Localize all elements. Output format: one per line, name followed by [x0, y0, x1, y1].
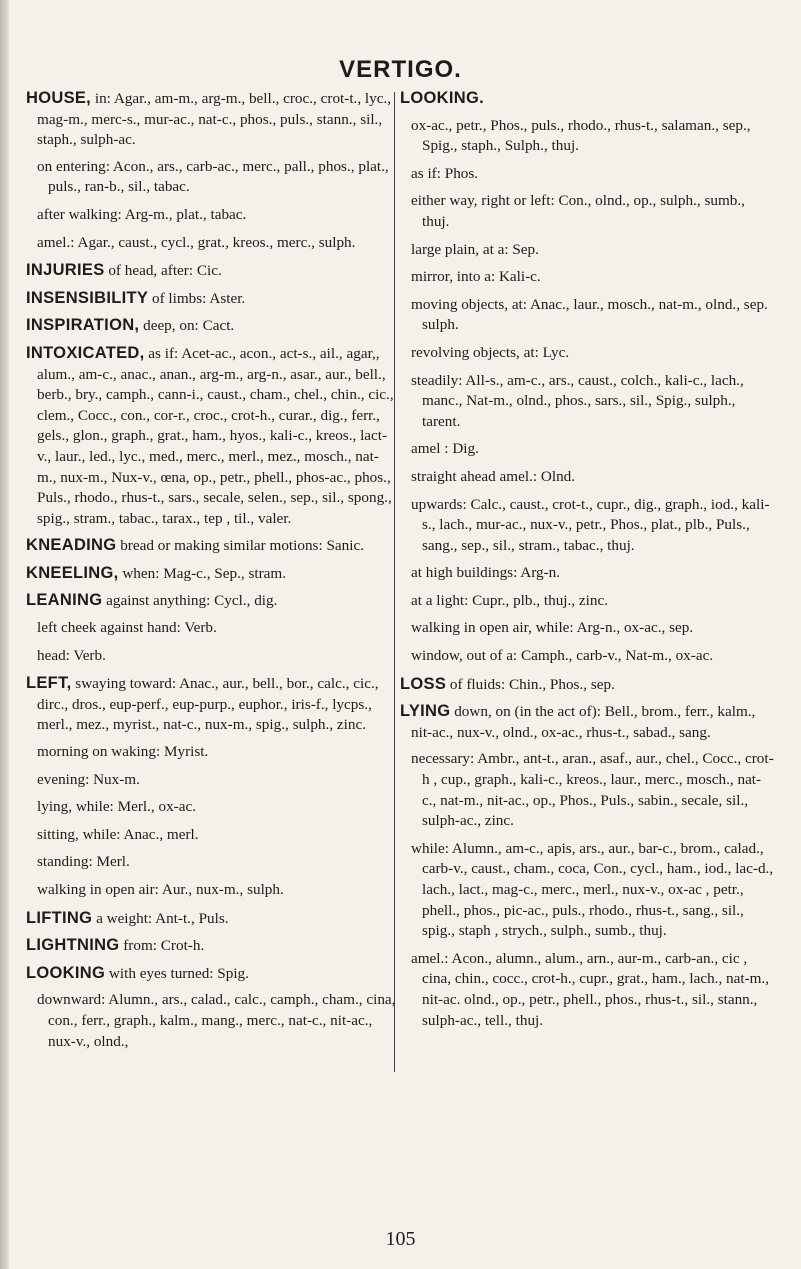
- rubric-entry: [400, 674, 775, 696]
- sub-rubric: large plain, at a: Sep.: [411, 240, 539, 258]
- sub-rubric: while: Alumn., am-c., apis, ars., aur., bar-c., brom., calad., carb-v., caust., cham., coca, Con., cycl., ham., iod., lac-d., lach., lact., mag-c., merc., merl., nux-v., ox-ac , petr., phell., phos., pic-ac., puls., rhodo., rhus-t., sang., sil., spig., staph , strych., sulph., sumb., thuj.: [411, 839, 774, 940]
- sub-rubric: window, out of a: Camph., carb-v., Nat-m., ox-ac.: [411, 647, 714, 665]
- right-column: [400, 88, 775, 1038]
- rubric-remedies: of head, after: Cic.: [104, 262, 222, 280]
- sub-rubric: either way, right or left: Con., olnd., op., sulph., sumb., thuj.: [411, 192, 745, 230]
- sub-rubric: standing: Merl.: [37, 853, 130, 871]
- rubric-heading: HOUSE,: [26, 89, 92, 107]
- rubric-entry: [26, 288, 396, 310]
- rubric-heading: LOOKING.: [400, 89, 484, 107]
- rubric-remedies: bread or making similar motions: Sanic.: [116, 537, 365, 555]
- page-number: 105: [385, 1228, 416, 1250]
- sub-rubric: upwards: Calc., caust., crot-t., cupr., dig., graph., iod., kali-s., lach., mur-ac., nux-v., petr., Phos., plat., plb., Puls., sang., sep., sil., stram., tabac., thuj.: [411, 495, 770, 554]
- rubric-remedies: a weight: Ant-t., Puls.: [92, 909, 229, 927]
- sub-rubric: evening: Nux-m.: [37, 770, 140, 788]
- rubric-remedies: with eyes turned: Spig.: [105, 964, 249, 982]
- sub-rubric: at high buildings: Arg-n.: [411, 564, 561, 582]
- sub-rubric: necessary: Ambr., ant-t., aran., asaf., aur., chel., Cocc., crot-h , cup., graph., kali-c., kreos., laur., merc., mosch., nat-c., nat-m., nit-ac., op., Phos., Puls., sabin., secale, sil., sulph-ac., zinc.: [411, 750, 774, 830]
- sub-rubric: after walking: Arg-m., plat., tabac.: [37, 205, 247, 223]
- rubric-remedies: of fluids: Chin., Phos., sep.: [446, 675, 615, 693]
- rubric-heading: LEANING: [26, 591, 103, 610]
- rubric-entry: [26, 590, 396, 612]
- rubric-entry: [26, 673, 396, 736]
- sub-rubric: left cheek against hand: Verb.: [37, 619, 217, 637]
- rubric-heading: LOSS: [400, 674, 447, 693]
- rubric-entry: [26, 908, 396, 930]
- sub-rubric: revolving objects, at: Lyc.: [411, 343, 570, 361]
- sub-rubric: as if: Phos.: [411, 164, 479, 182]
- rubric-entry: [400, 701, 775, 743]
- rubric-heading: INJURIES: [26, 261, 105, 280]
- sub-rubric: ox-ac., petr., Phos., puls., rhodo., rhus-t., salaman., sep., Spig., staph., Sulph., thuj.: [411, 116, 751, 155]
- rubric-heading: LOOKING: [26, 963, 106, 982]
- sub-rubric: amel.: Acon., alumn., alum., arn., aur-m., carb-an., cic , cina, chin., cocc., crot-h., cupr., grat., ham., lach., nat-m., nit-ac. olnd., op., petr., phell., phos., rhus-t., sil., stann., sulph-ac., tell., thuj.: [411, 949, 770, 1029]
- rubric-entry: [26, 563, 396, 585]
- sub-rubric: amel.: Agar., caust., cycl., grat., kreos., merc., sulph.: [37, 233, 356, 251]
- rubric-heading: INTOXICATED,: [26, 343, 145, 362]
- rubric-entry: [26, 935, 396, 957]
- sub-rubric: lying, while: Merl., ox-ac.: [37, 798, 197, 816]
- rubric-remedies: against anything: Cycl., dig.: [102, 592, 278, 610]
- sub-rubric: head: Verb.: [37, 646, 106, 664]
- rubric-remedies: as if: Acet-ac., acon., act-s., ail., agar,, alum., am-c., anac., anan., arg-m., arg-n., asar., aur., bell., berb., bry., camph., cann-i., caust., cham., chel., chin., cic., clem., Cocc., con., cor-r., croc., crot-h., curar., dig., ferr., gels., glon., graph., grat., ham., hyos., kali-c., kreos., lact-v., laur., led., lyc., med., merc., merl., mez., mosch., nat-m., nux-m., Nux-v., œna, op., petr., phell., phos-ac., phos., Puls., rhodo., rhus-t., sars., secale, selen., sep., sil., spong., spig., stram., tabac., tarax., tep , til., valer.: [37, 344, 394, 527]
- left-column: [26, 88, 396, 1059]
- rubric-entry: [26, 963, 396, 985]
- sub-rubric: sitting, while: Anac., merl.: [37, 825, 199, 843]
- sub-rubric: mirror, into a: Kali-c.: [411, 268, 541, 286]
- sub-rubric: moving objects, at: Anac., laur., mosch., nat-m., olnd., sep. sulph.: [411, 295, 768, 334]
- rubric-remedies: of limbs: Aster.: [148, 289, 246, 307]
- sub-rubric: walking in open air: Aur., nux-m., sulph.: [37, 881, 284, 898]
- rubric-heading: INSPIRATION,: [26, 316, 140, 335]
- rubric-heading: LEFT,: [26, 674, 72, 693]
- rubric-heading: INSENSIBILITY: [26, 288, 149, 307]
- rubric-entry: [400, 88, 775, 110]
- rubric-remedies: swaying toward: Anac., aur., bell., bor., calc., cic., dirc., dros., eup-perf., eup-purp., euphor., iris-f., lycps., merl., mez., myrist., nat-c., nux-m., spig., sulph., zinc.: [37, 675, 379, 734]
- rubric-heading: LYING: [400, 702, 451, 721]
- rubric-remedies: when: Mag-c., Sep., stram.: [118, 564, 286, 582]
- page-binding-shadow: [0, 0, 9, 1269]
- sub-rubric: walking in open air, while: Arg-n., ox-ac., sep.: [411, 619, 694, 637]
- rubric-heading: KNEELING,: [26, 563, 119, 582]
- sub-rubric: downward: Alumn., ars., calad., calc., camph., cham., cina, con., ferr., graph., kalm., mang., merc., nat-c., nit-ac., nux-v., olnd.,: [37, 991, 396, 1050]
- rubric-entry: [26, 343, 396, 529]
- sub-rubric: at a light: Cupr., plb., thuj., zinc.: [411, 591, 608, 609]
- rubric-entry: [26, 535, 396, 557]
- rubric-remedies: from: Crot-h.: [119, 937, 205, 955]
- rubric-heading: LIGHTNING: [26, 936, 120, 955]
- rubric-remedies: in: Agar., am-m., arg-m., bell., croc., crot-t., lyc., mag-m., merc-s., mur-ac., nat-c., phos., puls., stann., sil., staph., sulph-ac.: [37, 90, 392, 149]
- rubric-heading: LIFTING: [26, 908, 93, 927]
- rubric-entry: [26, 88, 396, 151]
- page-title: VERTIGO.: [339, 56, 462, 83]
- sub-rubric: amel : Dig.: [411, 440, 479, 458]
- sub-rubric: morning on waking: Myrist.: [37, 743, 209, 761]
- rubric-entry: [26, 315, 396, 337]
- rubric-heading: KNEADING: [26, 536, 117, 555]
- rubric-entry: [26, 260, 396, 282]
- sub-rubric: on entering: Acon., ars., carb-ac., merc., pall., phos., plat., puls., ran-b., sil., tabac.: [37, 157, 389, 196]
- sub-rubric: steadily: All-s., am-c., ars., caust., colch., kali-c., lach., manc., Nat-m., olnd., phos., sars., sil., Spig., sulph., tarent.: [411, 371, 744, 430]
- rubric-remedies: down, on (in the act of): Bell., brom., ferr., kalm., nit-ac., nux-v., olnd., ox-ac., rhus-t., sabad., sang.: [411, 703, 756, 741]
- rubric-remedies: deep, on: Cact.: [139, 317, 235, 335]
- sub-rubric: straight ahead amel.: Olnd.: [411, 467, 576, 485]
